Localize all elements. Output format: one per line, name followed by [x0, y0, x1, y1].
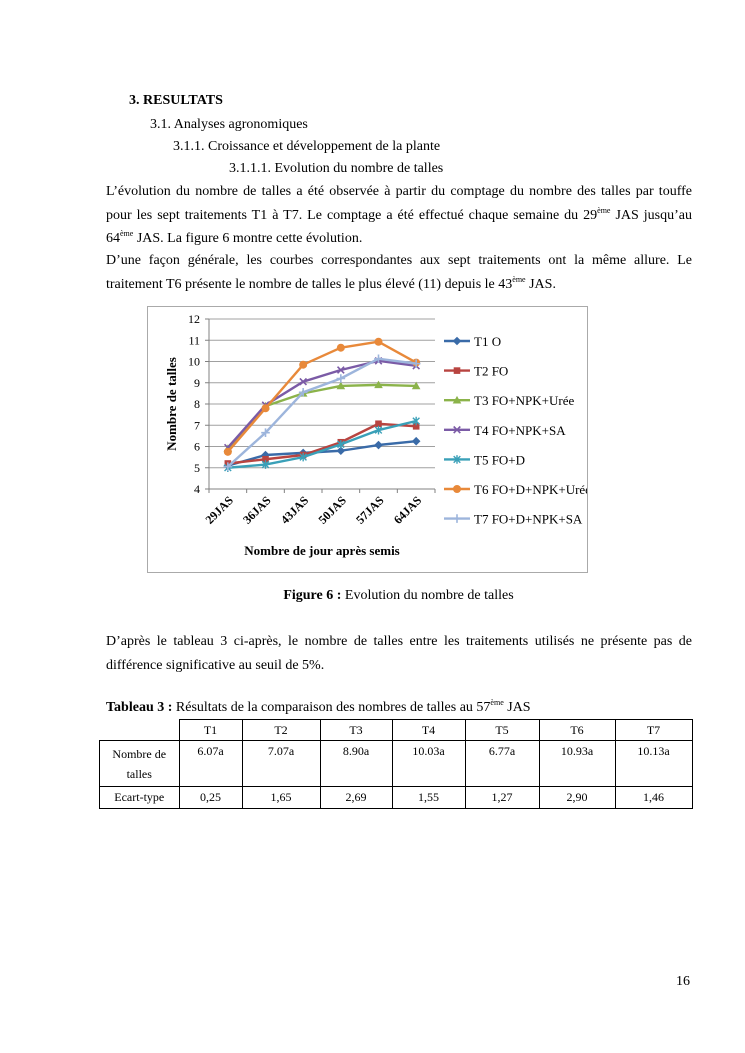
table-header-cell: T6	[539, 720, 615, 741]
x-axis-title: Nombre de jour après semis	[244, 543, 400, 558]
legend-marker	[453, 485, 461, 493]
table-header-cell: T3	[320, 720, 392, 741]
y-axis-title: Nombre de talles	[164, 357, 179, 451]
data-point	[224, 448, 232, 456]
table-header-cell: T1	[179, 720, 242, 741]
x-tick-label: 43JAS	[277, 493, 312, 527]
y-tick-label: 9	[194, 375, 200, 390]
table-header-cell: T4	[392, 720, 465, 741]
table-cell: 2,69	[320, 787, 392, 809]
table-cell: 7.07a	[242, 741, 320, 787]
row-label-ecart: Ecart-type	[100, 787, 180, 809]
figure-6-chart	[147, 306, 588, 573]
table-header-cell: T5	[465, 720, 539, 741]
table-cell: 10.93a	[539, 741, 615, 787]
data-point	[262, 404, 270, 412]
subsubsection-heading: 3.1.1. Croissance et développement de la plante	[173, 139, 441, 154]
x-tick-label: 29JAS	[202, 493, 236, 527]
y-tick-label: 12	[188, 312, 200, 326]
subsection-heading: 3.1. Analyses agronomiques	[150, 117, 308, 132]
general-paragraph: D’une façon générale, les courbes correspondantes aux sept traitements ont la même allure. Le traitement T6 présente le nombre de talles le plus élevé (11) depuis le 43ème JAS.	[106, 253, 692, 292]
y-tick-label: 4	[194, 482, 200, 496]
data-point	[412, 437, 421, 446]
table-cell: 2,90	[539, 787, 615, 809]
paragraph-heading: 3.1.1.1. Evolution du nombre de talles	[229, 161, 444, 176]
y-tick-label: 8	[194, 397, 200, 411]
table-cell: 1,55	[392, 787, 465, 809]
data-point	[375, 338, 383, 346]
table-header-row	[100, 720, 693, 741]
table-cell: 10.13a	[615, 741, 692, 787]
legend-marker	[453, 514, 462, 523]
table-cell: 1,27	[465, 787, 539, 809]
table-cell: 6.77a	[465, 741, 539, 787]
table-cell: 1,65	[242, 787, 320, 809]
legend-label: T4 FO+NPK+SA	[474, 422, 566, 438]
y-tick-label: 6	[194, 439, 200, 454]
table-cell: 1,46	[615, 787, 692, 809]
data-point	[374, 441, 383, 450]
table-header-cell: T2	[242, 720, 320, 741]
figure-caption: Figure 6 : Evolution du nombre de talles	[283, 588, 514, 603]
y-tick-label: 11	[188, 333, 200, 348]
table-caption: Tableau 3 : Résultats de la comparaison des nombres de talles au 57ème JAS	[106, 698, 531, 715]
y-tick-label: 5	[194, 460, 200, 475]
series-line-1	[228, 441, 416, 465]
analysis-paragraph: D’après le tableau 3 ci-après, le nombre de talles entre les traitements utilisés ne présente pas de différence significative au seuil de 5%.	[106, 634, 692, 673]
legend-label: T7 FO+D+NPK+SA	[474, 511, 583, 527]
legend-marker	[454, 367, 461, 374]
legend-marker	[453, 337, 462, 346]
x-tick-label: 36JAS	[240, 493, 274, 527]
x-tick-label: 50JAS	[315, 493, 349, 527]
legend-label: T6 FO+D+NPK+Urée	[474, 482, 587, 497]
data-point	[337, 374, 346, 383]
legend-label: T2 FO	[474, 363, 509, 379]
series-line-6	[228, 342, 416, 452]
section-heading: 3. RESULTATS	[129, 93, 223, 108]
table-cell: 8.90a	[320, 741, 392, 787]
data-point	[337, 344, 345, 352]
table-row	[100, 741, 693, 787]
data-point	[299, 361, 307, 369]
row-label-nombre: Nombre de talles	[100, 741, 180, 787]
legend-label: T3 FO+NPK+Urée	[474, 393, 575, 409]
y-tick-label: 10	[188, 354, 200, 369]
legend-label: T5 FO+D	[474, 452, 526, 468]
table-cell: 10.03a	[392, 741, 465, 787]
chart-svg	[148, 307, 587, 572]
x-tick-label: 64JAS	[390, 493, 425, 527]
legend-label: T1 O	[474, 334, 502, 349]
y-tick-label: 7	[194, 418, 200, 433]
results-table	[99, 719, 693, 809]
table-cell: 0,25	[179, 787, 242, 809]
table-row	[100, 787, 693, 809]
intro-paragraph: L’évolution du nombre de talles a été observée à partir du comptage du nombre des talles par touffe pour les sept traitements T1 à T7. Le comptage a été effectué chaque semaine du 29ème JAS jusqu’au 64ème JAS. La figure 6 montre cette évolution.	[106, 184, 693, 246]
table-cell: 6.07a	[179, 741, 242, 787]
table-header-cell: T7	[615, 720, 692, 741]
x-tick-label: 57JAS	[353, 493, 387, 527]
page-number: 16	[676, 974, 690, 989]
